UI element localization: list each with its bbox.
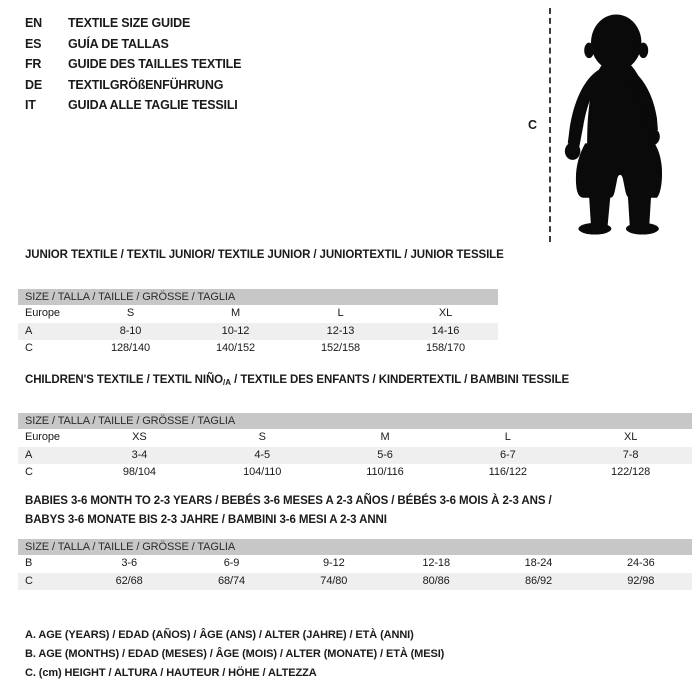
size-cell: 92/98: [627, 574, 655, 587]
size-cell: L: [504, 431, 511, 443]
size-cell: 152/158: [320, 342, 361, 354]
language-title: TEXTILGRÖßENFÜHRUNG: [68, 77, 224, 92]
size-cell: 62/68: [115, 574, 143, 587]
language-row-en: [25, 13, 241, 34]
language-list: [25, 13, 241, 116]
row-label: C: [25, 342, 33, 354]
size-cell: 24-36: [626, 557, 655, 569]
size-cell: 12-13: [326, 324, 355, 337]
row-label: A: [25, 324, 33, 337]
language-row-es: [25, 34, 241, 55]
height-measure-dashed-line: [549, 8, 551, 242]
table-row-height-cm: [18, 340, 498, 358]
size-cell: 6-9: [223, 557, 240, 569]
title-text: / TEXTILE DES ENFANTS / KINDERTEXTIL / BAMBINI TESSILE: [231, 374, 570, 386]
language-title: GUIDE DES TAILLES TEXTILE: [68, 57, 242, 72]
size-cell: XS: [132, 431, 147, 443]
size-cell: 12-18: [422, 557, 450, 569]
size-cell: M: [380, 431, 390, 443]
size-cell: 104/110: [243, 466, 282, 478]
size-cell: 122/128: [611, 466, 651, 478]
section-title-babies-line1: BABIES 3-6 MONTH TO 2-3 YEARS / BEBÉS 3-6 MESES A 2-3 AÑOS / BÉBÉS 3-6 MOIS À 2-3 ANS /: [25, 495, 552, 507]
language-row-fr: [25, 54, 241, 75]
language-row-it: [25, 95, 241, 116]
size-cell: XL: [623, 431, 638, 443]
row-label: A: [25, 448, 33, 461]
footnote-c: C. (cm) HEIGHT / ALTURA / HAUTEUR / HÖHE / ALTEZZA: [25, 667, 317, 679]
table-header: SIZE / TALLA / TAILLE / GRÖSSE / TAGLIA: [18, 539, 692, 555]
size-cell: S: [126, 307, 135, 319]
size-cell: 86/92: [524, 574, 552, 587]
size-cell: 18-24: [524, 557, 553, 569]
language-code: IT: [25, 98, 36, 113]
table-row-height-cm: [18, 464, 692, 482]
language-title: GUÍA DE TALLAS: [68, 36, 169, 51]
section-children-textile: [18, 371, 692, 482]
size-table-babies: [18, 539, 692, 590]
language-code: EN: [25, 16, 42, 31]
size-cell: 3-6: [121, 557, 137, 569]
size-table-junior: [18, 289, 498, 358]
language-code: ES: [25, 36, 42, 51]
section-title-junior: JUNIOR TEXTILE / TEXTIL JUNIOR/ TEXTILE JUNIOR / JUNIORTEXTIL / JUNIOR TESSILE: [25, 249, 504, 261]
size-cell: S: [258, 431, 266, 443]
language-row-de: [25, 75, 241, 96]
title-text: CHILDREN'S TEXTILE / TEXTIL NIÑO: [25, 374, 224, 386]
row-label: C: [25, 466, 33, 478]
size-cell: 80/86: [422, 574, 450, 587]
size-cell: 7-8: [622, 448, 639, 461]
size-cell: 110/116: [366, 466, 404, 478]
row-label: C: [25, 574, 33, 587]
size-cell: 3-4: [131, 448, 148, 461]
title-subscript: /A: [223, 378, 232, 387]
table-row-europe: [18, 429, 692, 447]
table-header: SIZE / TALLA / TAILLE / GRÖSSE / TAGLIA: [18, 413, 692, 429]
footnote-a: A. AGE (YEARS) / EDAD (AÑOS) / ÂGE (ANS) / ALTER (JAHRE) / ETÀ (ANNI): [25, 629, 414, 641]
measure-label-c: C: [528, 118, 538, 132]
language-code: FR: [25, 57, 42, 72]
size-cell: L: [337, 307, 344, 319]
row-label: B: [25, 557, 33, 569]
table-row-age-years: [18, 323, 498, 341]
table-row-age-months: [18, 555, 692, 573]
height-measure-figure: [528, 8, 686, 242]
size-cell: 74/80: [320, 574, 348, 587]
language-title: GUIDA ALLE TAGLIE TESSILI: [68, 98, 238, 113]
size-cell: 140/152: [215, 342, 256, 354]
size-cell: 8-10: [119, 324, 142, 337]
size-cell: 98/104: [122, 466, 156, 478]
section-junior-textile: [18, 246, 504, 358]
size-cell: 116/122: [488, 466, 527, 478]
size-cell: 68/74: [217, 574, 245, 587]
section-babies-textile: [18, 492, 692, 590]
toddler-silhouette-icon: [560, 11, 686, 239]
size-cell: 128/140: [110, 342, 151, 354]
language-code: DE: [25, 77, 42, 92]
table-row-europe: [18, 305, 498, 323]
language-title: TEXTILE SIZE GUIDE: [68, 16, 191, 31]
size-cell: 14-16: [431, 324, 460, 337]
size-cell: 4-5: [254, 448, 270, 461]
section-title-children: [18, 371, 692, 392]
size-cell: 158/170: [425, 342, 466, 354]
row-label: Europe: [25, 431, 60, 443]
size-cell: M: [230, 307, 241, 319]
table-row-age-years: [18, 447, 692, 465]
size-cell: 5-6: [377, 448, 393, 461]
section-title-babies-line2: BABYS 3-6 MONATE BIS 2-3 JAHRE / BAMBINI 3-6 MESI A 2-3 ANNI: [25, 514, 387, 526]
size-cell: XL: [438, 307, 453, 319]
table-row-height-cm: [18, 573, 692, 591]
footnote-legend: [25, 626, 444, 683]
row-label: Europe: [25, 307, 60, 319]
table-header: SIZE / TALLA / TAILLE / GRÖSSE / TAGLIA: [18, 289, 498, 305]
footnote-b: B. AGE (MONTHS) / EDAD (MESES) / ÂGE (MOIS) / ALTER (MONATE) / ETÀ (MESI): [25, 648, 445, 660]
size-table-children: [18, 413, 692, 482]
size-cell: 6-7: [499, 448, 516, 461]
size-cell: 9-12: [323, 557, 345, 569]
size-cell: 10-12: [221, 324, 250, 337]
